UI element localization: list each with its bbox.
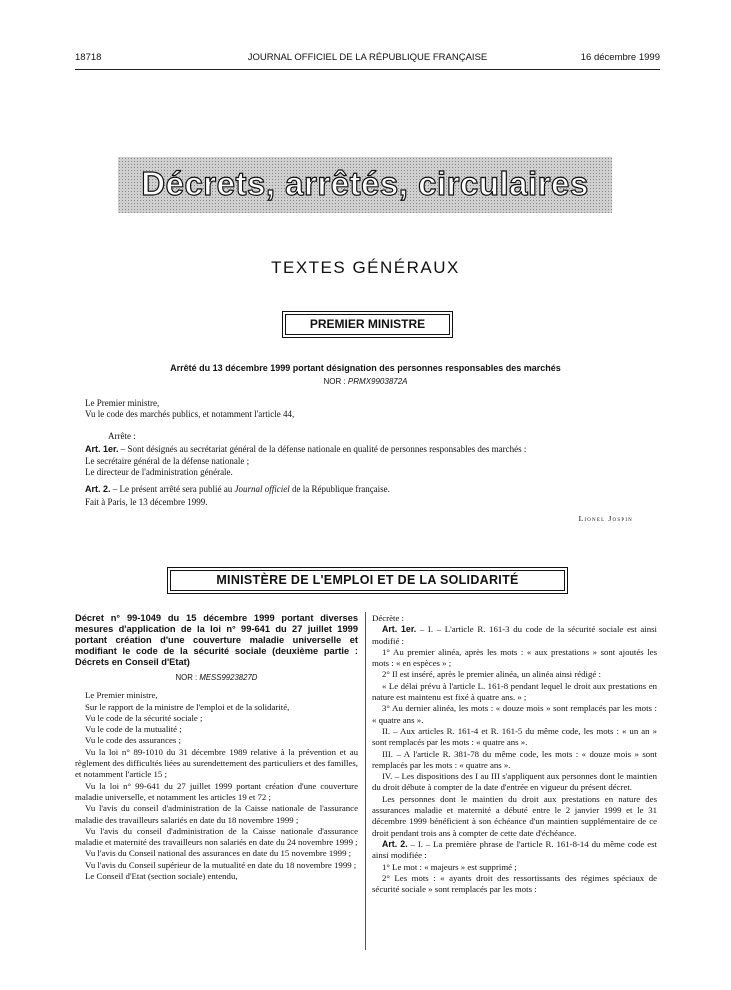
paragraph: Sur le rapport de la ministre de l'emploi et de la solidarité,	[85, 701, 290, 712]
nor-label: NOR :	[175, 673, 200, 682]
article-text: de la République française.	[289, 484, 390, 494]
ministry-box-inner	[170, 570, 565, 591]
running-header	[75, 52, 660, 66]
paragraph: Le Conseil d'Etat (section sociale) entendu,	[85, 871, 238, 882]
column-divider	[365, 612, 366, 950]
paragraph: 1° Au premier alinéa, après les mots : « aux prestations » sont ajoutés les mots : « en espèces » ;	[372, 646, 657, 669]
section-banner	[118, 157, 612, 213]
decret-left-column	[75, 613, 358, 882]
arrete-line: Le Premier ministre,	[85, 398, 160, 408]
banner-title: Décrets, arrêtés, circulaires	[141, 165, 589, 202]
decret-title: Décret n° 99-1049 du 15 décembre 1999 portant diverses mesures d'application de la loi n° 99-641 du 27 juillet 1999 portant création d'une couverture maladie universelle et modifiant le code de la sécurité sociale (deuxième partie : Décrets en Conseil d'Etat)	[75, 613, 358, 667]
article-text: – Le présent arrêté sera publié au	[110, 484, 235, 494]
paragraph: Vu l'avis du Conseil supérieur de la mutualité en date du 18 novembre 1999 ;	[85, 859, 357, 870]
done-at: Fait à Paris, le 13 décembre 1999.	[85, 497, 208, 507]
arrete-line: Arrête :	[108, 431, 136, 441]
article-text: – I. – L'article R. 161-3 du code de la sécurité sociale est ainsi modifié :	[372, 624, 657, 646]
arrete-article-2	[85, 484, 390, 494]
article-text: – Sont désignés au secrétariat général de la défense nationale en qualité de personnes responsables des marchés :	[118, 444, 527, 454]
journal-title: JOURNAL OFFICIEL DE LA RÉPUBLIQUE FRANÇAISE	[247, 52, 488, 63]
article-label: Art. 1er.	[85, 444, 119, 454]
nor-code: MESS9923827D	[199, 673, 258, 682]
paragraph: IV. – Les dispositions des I au III s'appliquent aux personnes dont le maintien du droit débute à compter de la date d'entrée en vigueur du présent décret.	[372, 771, 657, 793]
ministry-box-emploi-solidarite	[167, 567, 568, 594]
arrete-line: Le secrétaire général de la défense nationale ;	[85, 456, 250, 466]
paragraph: Le Premier ministre,	[85, 690, 158, 701]
paragraph: 1° Le mot : « majeurs » est supprimé ;	[382, 861, 517, 872]
arrete-line: Vu le code des marchés publics, et notamment l'article 44,	[85, 409, 295, 419]
arrete-nor	[0, 377, 731, 386]
page-number: 18718	[75, 52, 102, 63]
decrete: Décrète :	[372, 613, 404, 623]
ministry-box-premier-ministre	[282, 311, 453, 338]
publication-date: 16 décembre 1999	[580, 52, 660, 63]
article-label: Art. 1er.	[382, 624, 417, 635]
paragraph: Vu la loi n° 89-1010 du 31 décembre 1989 relative à la prévention et au règlement des difficultés liées au surendettement des particuliers et des familles, et notamment l'article 15 ;	[75, 746, 358, 780]
paragraph: 3° Au dernier alinéa, les mots : « douze mois » sont remplacés par les mots : « quatre ans ».	[372, 703, 657, 725]
nor-code: PRMX9903872A	[347, 377, 408, 386]
nor-label: NOR :	[323, 377, 348, 386]
ministry-box-inner	[285, 314, 450, 335]
journal-name: Journal officiel	[234, 484, 290, 494]
paragraph: II. – Aux articles R. 161-4 et R. 161-5 du même code, les mots : « un an » sont remplacés par les mots : « quatre ans ».	[372, 725, 657, 748]
ministry-name: PREMIER MINISTRE	[309, 317, 426, 331]
header-rule	[75, 69, 660, 70]
paragraph: 2° Les mots : « ayants droit des ressortissants des régimes spéciaux de sécurité sociale » sont remplacés par les mots :	[372, 872, 657, 895]
decret-article-1	[372, 624, 657, 647]
paragraph: 2° Il est inséré, après le premier alinéa, un alinéa ainsi rédigé :	[382, 669, 601, 680]
signature: Lionel Jospin	[578, 514, 633, 523]
paragraph: « Le délai prévu à l'article L. 161-8 pendant lequel le droit aux prestations en nature est maintenu est fixé à quatre ans. » ;	[372, 680, 657, 703]
decret-right-column	[372, 613, 657, 895]
paragraph: Vu le code de la mutualité ;	[85, 724, 182, 735]
ministry-name: MINISTÈRE DE L'EMPLOI ET DE LA SOLIDARITÉ	[216, 573, 519, 587]
arrete-article-1	[85, 444, 526, 454]
paragraph: Vu le code de la sécurité sociale ;	[85, 712, 203, 723]
paragraph: Vu l'avis du conseil d'administration de la Caisse nationale de l'assurance maladie des travailleurs salariés en date du 18 novembre 1999 ;	[75, 803, 358, 825]
arrete-title: Arrêté du 13 décembre 1999 portant désignation des personnes responsables des marchés	[170, 363, 561, 373]
arrete-line: Le directeur de l'administration générale.	[85, 467, 233, 477]
paragraph: Vu la loi n° 99-641 du 27 juillet 1999 portant création d'une couverture maladie universelle, et notamment les articles 19 et 72 ;	[75, 780, 358, 802]
paragraph: Vu le code des assurances ;	[85, 735, 181, 746]
paragraph: III. – A l'article R. 381-78 du même code, les mots : « douze mois » sont remplacés par les mots : « quatre ans ».	[372, 748, 657, 770]
section-heading: TEXTES GÉNÉRAUX	[271, 258, 460, 277]
paragraph: Vu l'avis du Conseil national des assurances en date du 15 novembre 1999 ;	[85, 848, 352, 859]
decret-nor	[75, 672, 358, 683]
paragraph: Les personnes dont le maintien du droit aux prestations en nature des assurances maladie et maternité a débuté entre le 2 janvier 1999 et le 31 décembre 1999 bénéficient à son échéance d'un maintien supplémentaire de ce droit pendant trois ans à compter de cette date d'échéance.	[372, 793, 657, 838]
decret-article-2	[372, 839, 657, 862]
article-label: Art. 2.	[382, 838, 408, 849]
article-text: – I. – La première phrase de l'article R. 161-8-14 du même code est ainsi modifiée :	[372, 838, 657, 861]
article-label: Art. 2.	[85, 484, 111, 494]
paragraph: Vu l'avis du conseil d'administration de la Caisse nationale d'assurance maladie et maternité des travailleurs non salariés en date du 24 novembre 1999 ;	[75, 825, 358, 848]
